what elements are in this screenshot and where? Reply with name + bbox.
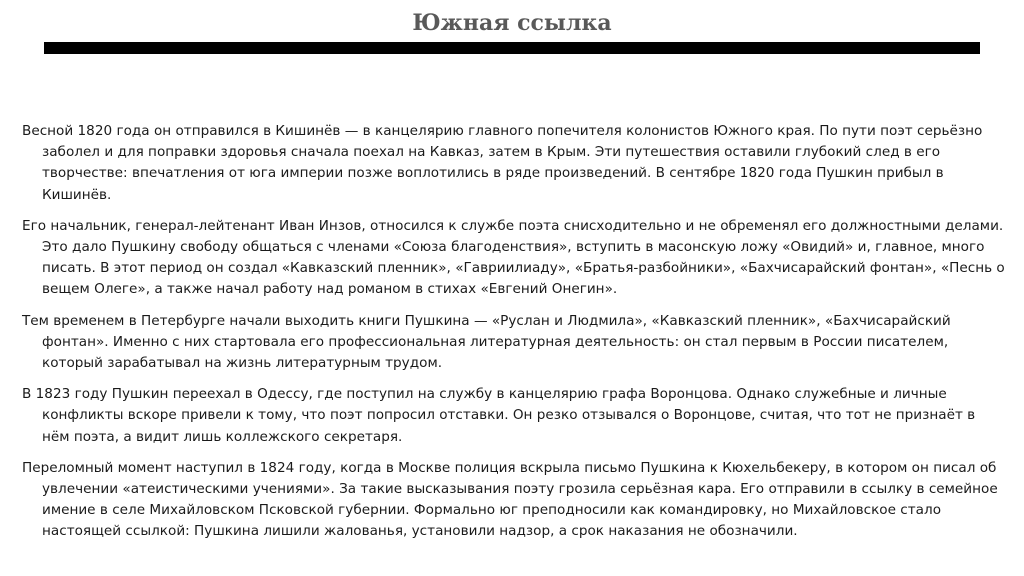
- slide-body: [22, 121, 1007, 553]
- paragraph-4: В 1823 году Пушкин переехал в Одессу, где поступил на службу в канцелярию графа Воронцова. Однако служебные и личные конфликты вскоре привели к тому, что поэт попросил отставки. Он резко отзывался о Воронцове, считая, что тот не признаёт в нём поэта, а видит лишь коллежского секретаря.: [22, 386, 976, 445]
- slide-title: Южная ссылка: [412, 10, 612, 36]
- paragraph-1: Весной 1820 года он отправился в Кишинёв — в канцелярию главного попечителя колонистов Южного края. По пути поэт серьёзно заболел и для поправки здоровья сначала поехал на Кавказ, затем в Крым. Эти путешествия оставили глубокий след в его творчестве: впечатления от юга империи позже воплотились в ряде произведений. В сентябре 1820 года Пушкин прибыл в Кишинёв.: [22, 123, 983, 203]
- title-underline-bar: [44, 42, 980, 54]
- paragraph-3: Тем временем в Петербурге начали выходить книги Пушкина — «Руслан и Людмила», «Кавказский пленник», «Бахчисарайский фонтан». Именно с них стартовала его профессиональная литературная деятельность: он стал первым в России писателем, который зарабатывал на жизнь литературным трудом.: [22, 312, 951, 372]
- paragraph-5: Переломный момент наступил в 1824 году, когда в Москве полиция вскрыла письмо Пушкина к Кюхельбекеру, в котором он писал об увлечении «атеистическими учениями». За такие высказывания поэту грозила серьёзная кара. Его отправили в ссылку в семейное имение в селе Михайловском Псковской губернии. Формально юг преподносили как командировку, но Михайловское стало настоящей ссылкой: Пушкина лишили жалованья, установили надзор, а срок наказания не обозначили.: [22, 459, 998, 540]
- paragraph-2: Его начальник, генерал-лейтенант Иван Инзов, относился к службе поэта снисходительно и не обременял его должностными делами. Это дало Пушкину свободу общаться с членами «Союза благоденствия», вступить в масонскую ложу «Овидий» и, главное, много писать. В этот период он создал «Кавказский пленник», «Гавриилиаду», «Братья-разбойники», «Бахчисарайский фонтан», «Песнь о вещем Олеге», а также начал работу над романом в стихах «Евгений Онегин».: [22, 217, 1005, 298]
